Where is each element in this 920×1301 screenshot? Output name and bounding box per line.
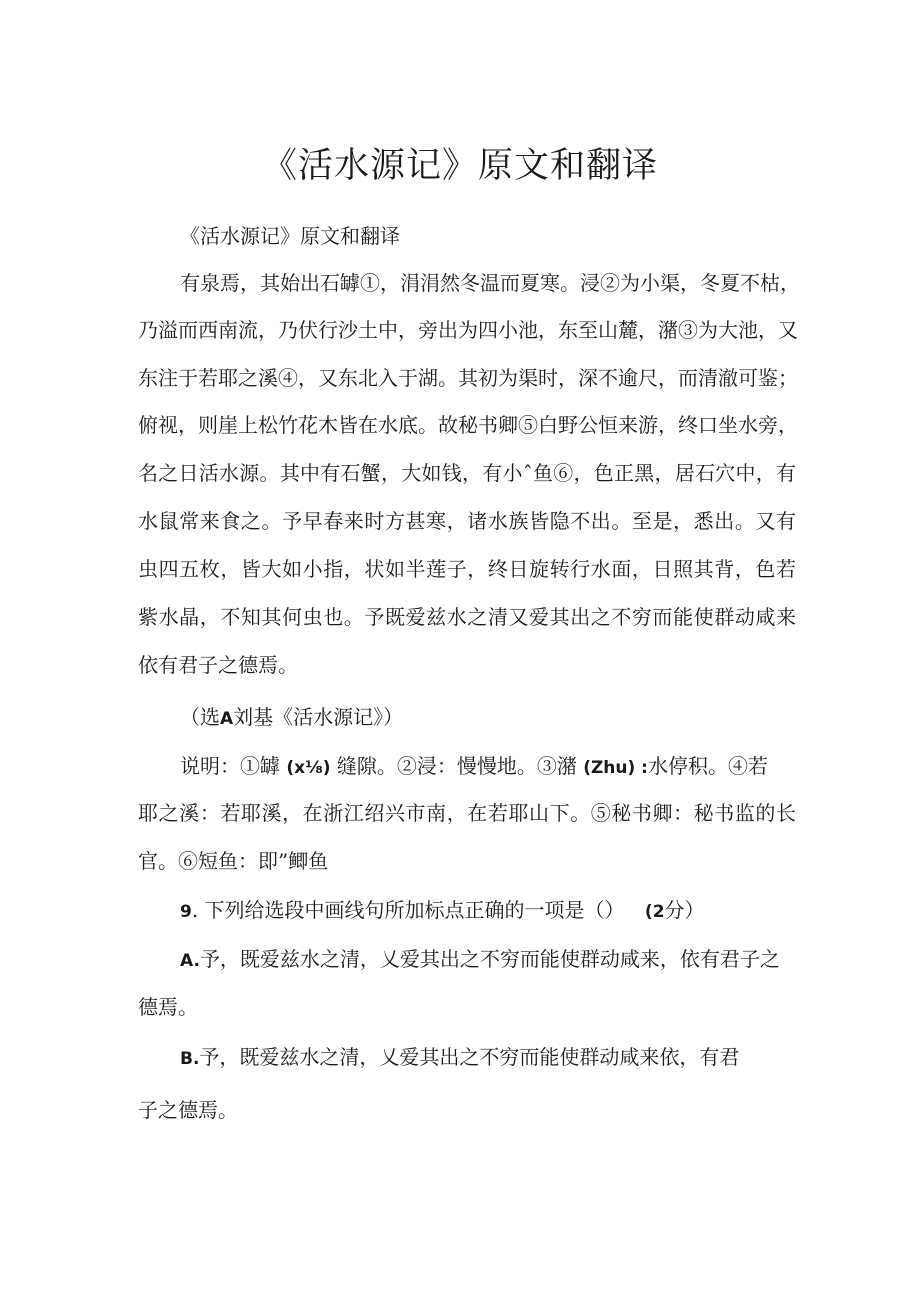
document-title: 《活水源记》原文和翻译	[261, 146, 658, 186]
passage-line: 东注于若耶之溪④，又东北入于湖。其初为渠时，深不逾尺，而清澈可鉴；	[138, 366, 798, 390]
pinyin: (x⅛)	[286, 758, 331, 778]
question-number: 9	[180, 902, 192, 922]
passage-line: 乃溢而西南流，乃伏行沙土中，旁出为四小池，东至山麓，潴③为大池，又	[138, 318, 798, 342]
notes-text: 缝隙。②浸：慢慢地。③潴	[330, 754, 584, 778]
notes-text: 水停积。④若	[647, 754, 768, 778]
notes-line: 耶之溪：若耶溪，在浙江绍兴市南，在若耶山下。⑤秘书卿：秘书监的长	[138, 801, 796, 825]
option-letter: B.	[180, 1049, 200, 1069]
pinyin: (Zhu)	[583, 758, 636, 778]
option-line	[180, 945, 780, 975]
option-line	[180, 1043, 739, 1073]
option-letter: A.	[180, 951, 200, 971]
option-line: 子之德焉。	[138, 1098, 238, 1122]
source-citation	[180, 703, 403, 733]
option-text: 予，既爱兹水之清，乂爱其出之不穷而能使群动咸来依，有君	[199, 1045, 740, 1069]
passage-line: 依有君子之德焉。	[138, 653, 298, 677]
notes-line: 官。⑥短鱼：即”鲫鱼	[138, 849, 329, 873]
source-letter: A	[220, 709, 234, 729]
question-points: (2	[644, 902, 665, 922]
passage-line: 名之日活水源。其中有石蟹，大如钱，有小ˆ鱼⑥，色正黑，居石穴中，有	[138, 461, 796, 485]
source-rest: 刘基《活水源记》）	[233, 705, 404, 729]
option-line: 德焉。	[138, 995, 198, 1019]
colon: :	[635, 758, 648, 778]
question	[180, 896, 705, 926]
option-text: 予，既爱兹水之清，乂爱其出之不穷而能使群动咸来，依有君子之	[199, 947, 780, 971]
passage-line: 紫水晶，不知其何虫也。予既爱兹水之清又爱其出之不穷而能使群动咸来	[138, 605, 796, 629]
notes-line	[180, 752, 768, 782]
passage-line: 俯视，则崖上松竹花木皆在水底。故秘书卿⑤白野公恒来游，终口坐水旁，	[138, 413, 798, 437]
passage-line: 虫四五枚，皆大如小指，状如半莲子，终日旋转行水面，日照其背，色若	[138, 557, 796, 581]
passage-line: 水鼠常来食之。予早春来时方甚寒，诸水族皆隐不出。至是，悉出。又有	[138, 509, 796, 533]
question-text: . 下列给选段中画线句所加标点正确的一项是（）	[191, 898, 625, 922]
subtitle: 《活水源记》原文和翻译	[180, 224, 400, 248]
source-prefix: （选	[180, 705, 220, 729]
passage-line: 有泉焉，其始出石罅①，涓涓然冬温而夏寒。浸②为小渠，冬夏不枯，	[180, 271, 800, 295]
question-points-unit: 分）	[664, 898, 705, 922]
notes-text: 说明：①罅	[180, 754, 287, 778]
